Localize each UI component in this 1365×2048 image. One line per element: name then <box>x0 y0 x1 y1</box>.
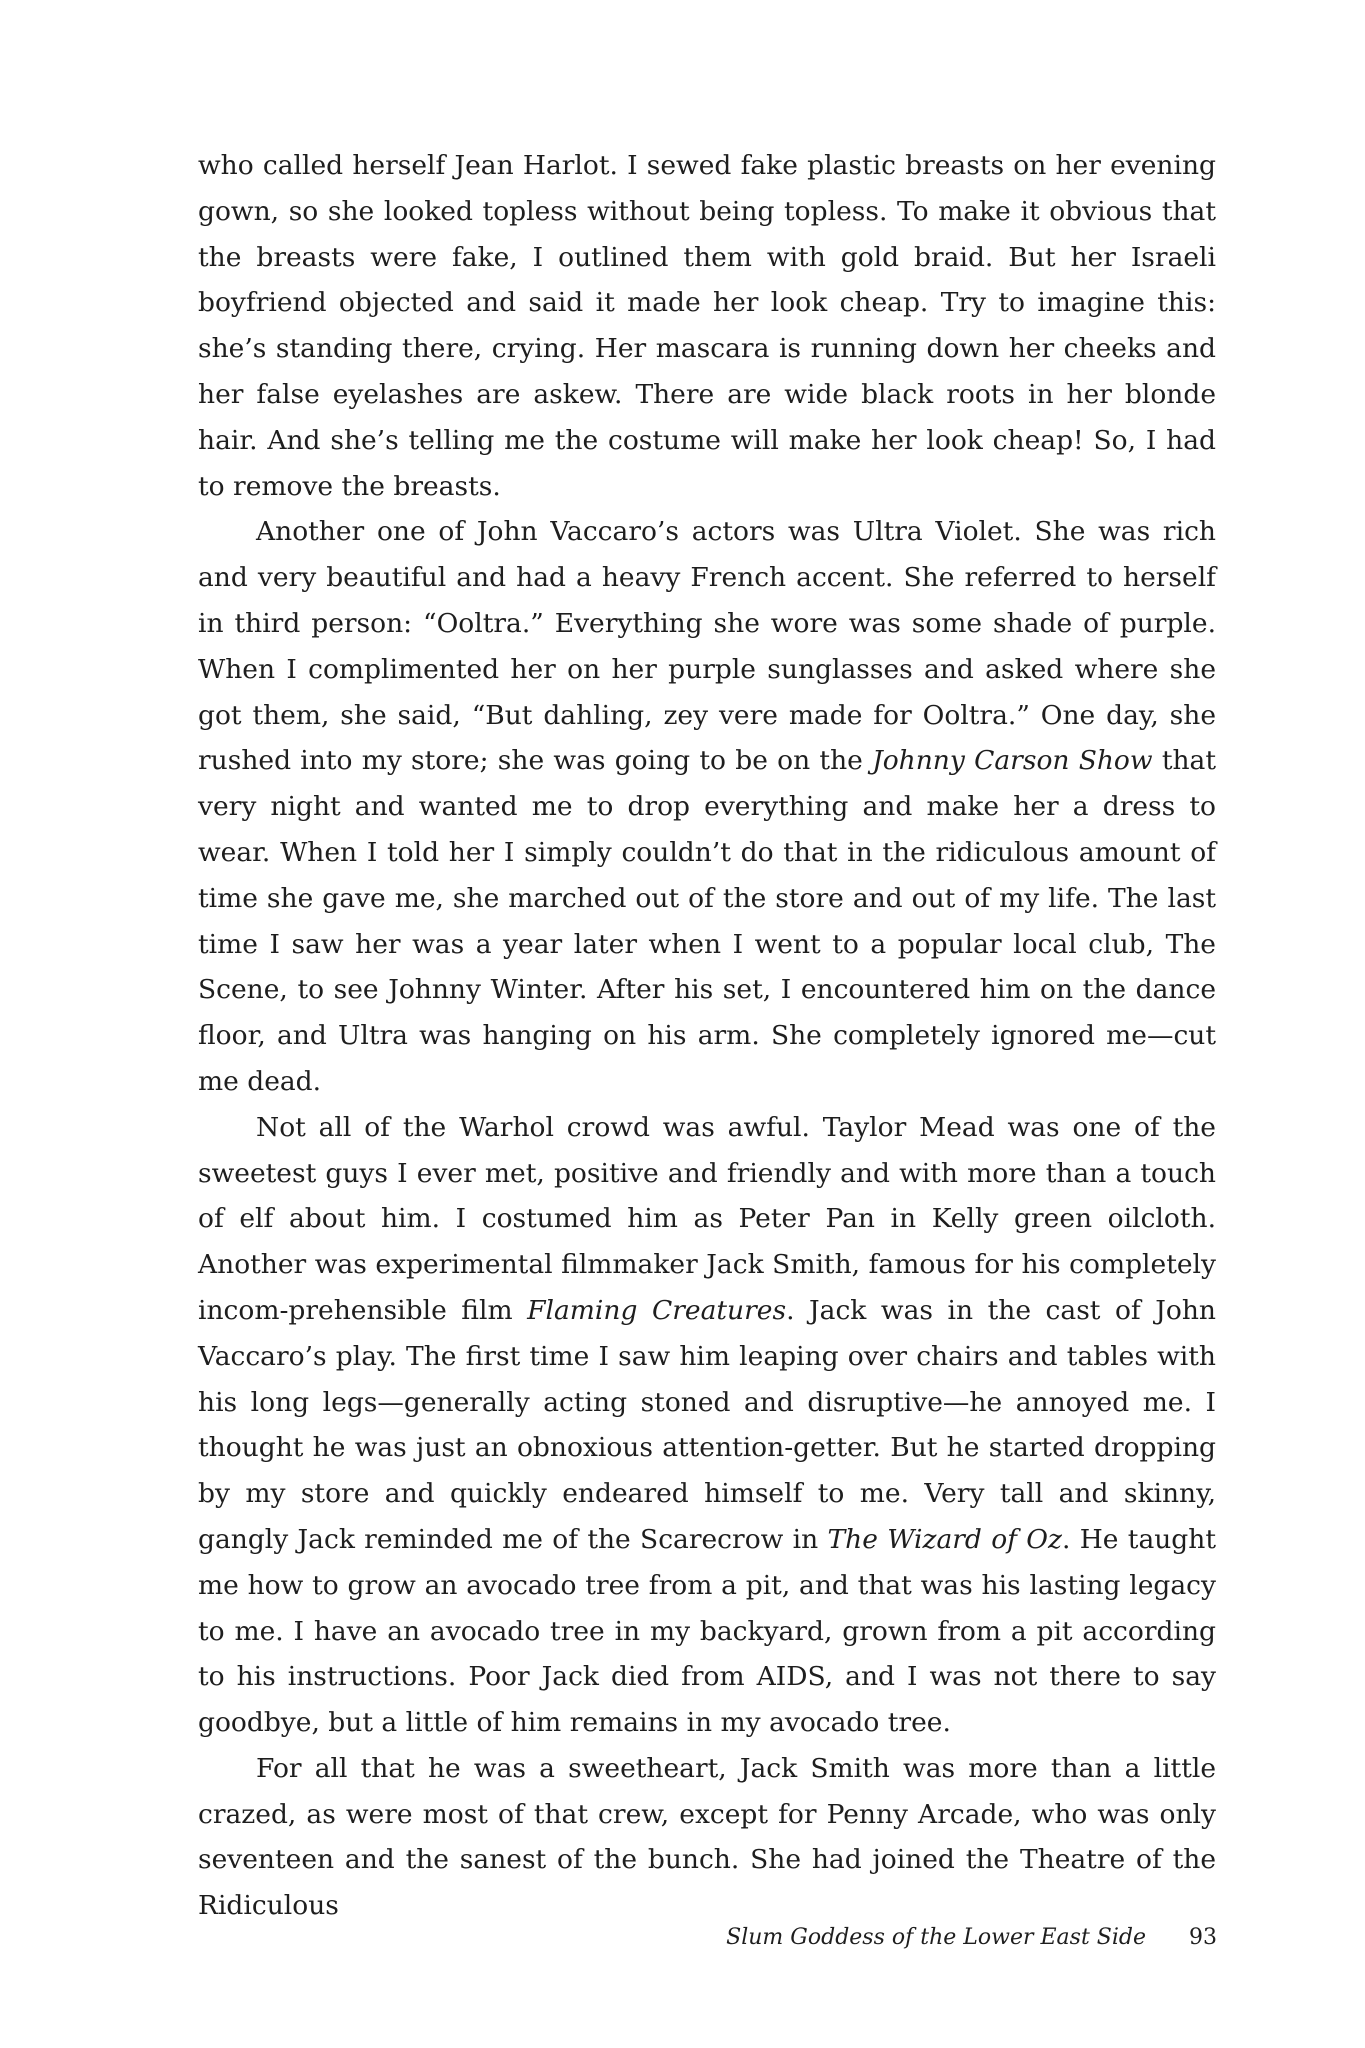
paragraph-2 <box>198 509 1216 1104</box>
film-title-italic: Flaming Creatures <box>527 1294 787 1326</box>
paragraph-2-text-cont: that very night and wanted me to drop everything and make her a dress to wear. When I told her I simply couldn’t do that in the ridiculous amount of time she gave me, she marched out of the store and out of my life. The last time I saw her was a year later when I went to a popular local club, The Scene, to see Johnny Winter. After his set, I encountered him on the dance floor, and Ultra was hanging on his arm. She completely ignored me—cut me dead. <box>198 745 1216 1097</box>
paragraph-1-text: who called herself Jean Harlot. I sewed fake plastic breasts on her evening gown, so she looked topless without being topless. To make it obvious that the breasts were fake, I outlined them with gold braid. But her Israeli boyfriend objected and said it made her look cheap. Try to imagine this: she’s standing there, crying. Her mascara is running down her cheeks and her false eyelashes are askew. There are wide black roots in her blonde hair. And she’s telling me the costume will make her look cheap! So, I had to remove the breasts. <box>198 150 1216 502</box>
page-footer <box>726 1923 1217 1953</box>
book-title-italic: The Wizard of Oz <box>827 1523 1062 1555</box>
paragraph-4-text: For all that he was a sweetheart, Jack Smith was more than a little crazed, as were most of that crew, except for Penny Arcade, who was only seventeen and the sanest of the bunch. She had joined the Theatre of the Ridiculous <box>198 1752 1216 1922</box>
paragraph-3-text-cont: . Jack was in the cast of John Vaccaro’s play. The first time I saw him leaping over chairs and tables with his long legs—generally acting stoned and disruptive—he annoyed me. I thought he was just an obnoxious attention-getter. But he started dropping by my store and quickly endeared himself to me. Very tall and skinny, gangly Jack reminded me of the Scarecrow in <box>198 1294 1217 1555</box>
body-text <box>198 143 1216 1929</box>
paragraph-3-text-end: . He taught me how to grow an avocado tree from a pit, and that was his lasting legacy to me. I have an avocado tree in my backyard, grown from a pit according to his instructions. Poor Jack died from AIDS, and I was not there to say goodbye, but a little of him remains in my avocado tree. <box>198 1523 1216 1739</box>
show-title-italic: Johnny Carson Show <box>872 745 1153 777</box>
running-title: Slum Goddess of the Lower East Side <box>726 1925 1146 1950</box>
paragraph-1 <box>198 143 1216 509</box>
paragraph-4 <box>198 1746 1216 1929</box>
paragraph-3 <box>198 1105 1216 1746</box>
paragraph-3-text: Not all of the Warhol crowd was awful. Taylor Mead was one of the sweetest guys I ever met, positive and friendly and with more than a touch of elf about him. I costumed him as Peter Pan in Kelly green oilcloth. Another was experimental filmmaker Jack Smith, famous for his completely incom-prehensible film <box>198 1111 1216 1326</box>
page-number: 93 <box>1189 1925 1217 1950</box>
paragraph-2-text: Another one of John Vaccaro’s actors was Ultra Violet. She was rich and very beautiful and had a heavy French accent. She referred to herself in third person: “Ooltra.” Everything she wore was some shade of purple. When I complimented her on her purple sunglasses and asked where she got them, she said, “But dahling, zey vere made for Ooltra.” One day, she rushed into my store; she was going to be on the <box>198 516 1216 777</box>
